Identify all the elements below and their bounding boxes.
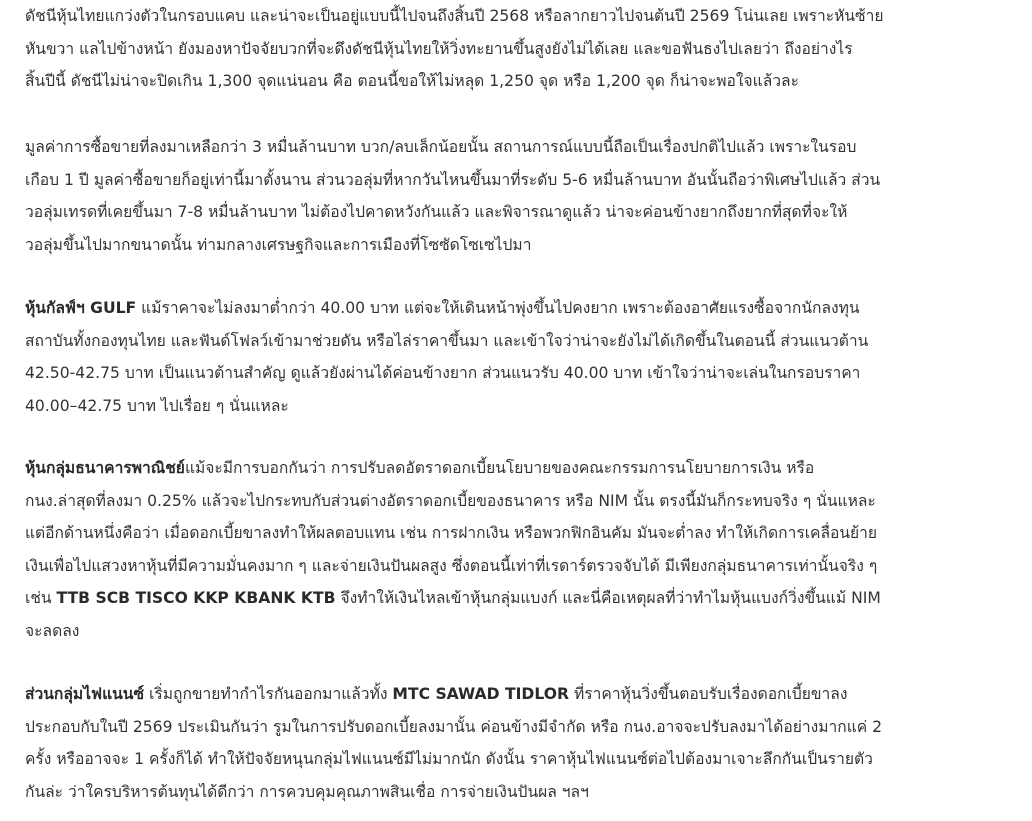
text-line	[25, 615, 1015, 648]
text-segment: เริ่มถูกขายทำกำไรกันออกมาแล้วทั้ง	[144, 685, 393, 703]
text-segment: ดัชนีหุ้นไทยแกว่งตัวในกรอบแคบ และน่าจะเป็นอยู่แบบนี้ไปจนถึงสิ้นปี 2568 หรือลากยาวไปจนต้นปี 2569 โน่นเลย เพราะหันซ้าย	[25, 7, 884, 25]
text-line	[25, 357, 1015, 390]
text-segment: เงินเพื่อไปแสวงหาหุ้นที่มีความมั่นคงมาก ๆ และจ่ายเงินปันผลสูง ซึ่งตอนนี้เท่าที่เรดาร์ตรวจจับได้ มีเพียงกลุ่มธนาคารเท่านั้นจริง ๆ	[25, 556, 878, 575]
text-line	[25, 229, 1015, 262]
text-line	[25, 582, 1015, 615]
text-segment: กนง.ล่าสุดที่ลงมา 0.25% แล้วจะไปกระทบกับส่วนต่างอัตราดอกเบี้ยของธนาคาร หรือ NIM นั้น ตรงนี้มันก็กระทบจริง ๆ นั่นแหละ	[25, 491, 876, 510]
text-line	[25, 196, 1015, 229]
text-line	[25, 711, 1015, 744]
text-segment: เช่น	[25, 589, 57, 607]
text-segment: 40.00–42.75 บาท ไปเรื่อย ๆ นั่นแหละ	[25, 396, 289, 415]
paragraph-banks	[25, 452, 1015, 647]
text-segment: 42.50-42.75 บาท เป็นแนวต้านสำคัญ ดูแล้วยังผ่านได้ค่อนข้างยาก ส่วนแนวรับ 40.00 บาท เข้าใจว่าน่าจะเล่นในกรอบราคา	[25, 364, 861, 382]
text-segment: สิ้นปีนี้ ดัชนีไม่น่าจะปิดเกิน 1,300 จุดแน่นอน คือ ตอนนี้ขอให้ไม่หลุด 1,250 จุด หรือ 1,200 จุด ก็น่าจะพอใจแล้วละ	[25, 72, 799, 90]
text-segment: เกือบ 1 ปี มูลค่าซื้อขายก็อยู่เท่านี้มาตั้งนาน ส่วนวอลุ่มที่หากวันไหนขึ้นมาที่ระดับ 5-6 หมื่นล้านบาท อันนั้นถือว่าพิเศษไปแล้ว ส่วน	[25, 170, 881, 189]
text-line	[25, 485, 1015, 518]
text-line	[25, 325, 1015, 358]
text-segment: วอลุ่มเทรดที่เคยขึ้นมา 7-8 หมื่นล้านบาท ไม่ต้องไปคาดหวังกันแล้ว และพิจารณาดูแล้ว น่าจะค่อนข้างยากถึงยากที่สุดที่จะให้	[25, 203, 848, 221]
text-line	[25, 776, 1015, 809]
paragraph-gulf	[25, 292, 1015, 422]
text-line	[25, 292, 1015, 325]
text-segment: หันขวา แลไปข้างหน้า ยังมองหาปัจจัยบวกที่จะดึงดัชนีหุ้นไทยให้วิ่งทะยานขึ้นสูงยังไม่ได้เลย และขอฟันธงไปเลยว่า ถึงอย่างไร	[25, 39, 853, 58]
text-line	[25, 678, 1015, 711]
text-segment: จะลดลง	[25, 621, 80, 640]
text-segment: วอลุ่มขึ้นไปมากขนาดนั้น ท่ามกลางเศรษฐกิจและการเมืองที่โซซัดโซเซไปมา	[25, 235, 532, 254]
bold-heading-gulf: หุ้นกัลฟ์ฯ GULF	[25, 299, 137, 317]
paragraph-market-outlook	[25, 0, 1015, 98]
text-segment: แต่อีกด้านหนึ่งคือว่า เมื่อดอกเบี้ยขาลงทำให้ผลตอบแทน เช่น การฝากเงิน หรือพวกฟิกอินคัม มันจะต่ำลง ทำให้เกิดการเคลื่อนย้าย	[25, 524, 878, 542]
text-segment: ประกอบกับในปี 2569 ประเมินกันว่า รูมในการปรับดอกเบี้ยลงมานั้น ค่อนข้างมีจำกัด หรือ กนง.อาจจะปรับลงมาได้อย่างมากแค่ 2	[25, 717, 883, 736]
text-line	[25, 550, 1015, 583]
paragraph-finance	[25, 678, 1015, 808]
text-line	[25, 0, 1015, 33]
text-segment: แม้ราคาจะไม่ลงมาต่ำกว่า 40.00 บาท แต่จะให้เดินหน้าพุ่งขึ้นไปคงยาก เพราะต้องอาศัยแรงซื้อจากนักลงทุน	[136, 299, 860, 317]
text-segment: สถาบันทั้งกองทุนไทย และฟันด์โฟลว์เข้ามาช่วยดัน หรือไล่ราคาขึ้นมา และเข้าใจว่าน่าจะยังไม่ได้เกิดขึ้นในตอนนี้ ส่วนแนวต้าน	[25, 331, 869, 350]
text-segment: ที่ราคาหุ้นวิ่งขึ้นตอบรับเรื่องดอกเบี้ยขาลง	[569, 685, 848, 703]
text-line	[25, 33, 1015, 66]
text-segment: จึงทำให้เงินไหลเข้าหุ้นกลุ่มแบงก์ และนี่คือเหตุผลที่ว่าทำไมหุ้นแบงก์วิ่งขึ้นแม้ NIM	[335, 589, 881, 607]
bold-heading-banks: หุ้นกลุ่มธนาคารพาณิชย์	[25, 459, 185, 477]
bold-bank-tickers: TTB SCB TISCO KKP KBANK KTB	[56, 589, 336, 607]
text-line	[25, 164, 1015, 197]
text-segment: กันล่ะ ว่าใครบริหารต้นทุนได้ดีกว่า การควบคุมคุณภาพสินเชื่อ การจ่ายเงินปันผล ฯลฯ	[25, 782, 589, 801]
text-segment: ครั้ง หรืออาจจะ 1 ครั้งก็ได้ ทำให้ปัจจัยหนุนกลุ่มไฟแนนซ์มีไม่มากนัก ดังนั้น ราคาหุ้นไฟแนนซ์ต่อไปต้องมาเจาะลึกกันเป็นรายตัว	[25, 750, 873, 768]
text-segment: แม้จะมีการบอกกันว่า การปรับลดอัตราดอกเบี้ยนโยบายของคณะกรรมการนโยบายการเงิน หรือ	[184, 459, 815, 477]
text-line	[25, 517, 1015, 550]
bold-finance-tickers: MTC SAWAD TIDLOR	[392, 685, 570, 703]
text-line	[25, 131, 1015, 164]
paragraph-trading-volume	[25, 131, 1015, 261]
text-line	[25, 390, 1015, 423]
text-line	[25, 452, 1015, 485]
text-line	[25, 65, 1015, 98]
text-line	[25, 743, 1015, 776]
bold-heading-finance: ส่วนกลุ่มไฟแนนซ์	[25, 685, 145, 703]
text-segment: มูลค่าการซื้อขายที่ลงมาเหลือกว่า 3 หมื่นล้านบาท บวก/ลบเล็กน้อยนั้น สถานการณ์แบบนี้ถือเป็นเรื่องปกติไปแล้ว เพราะในรอบ	[25, 138, 857, 156]
